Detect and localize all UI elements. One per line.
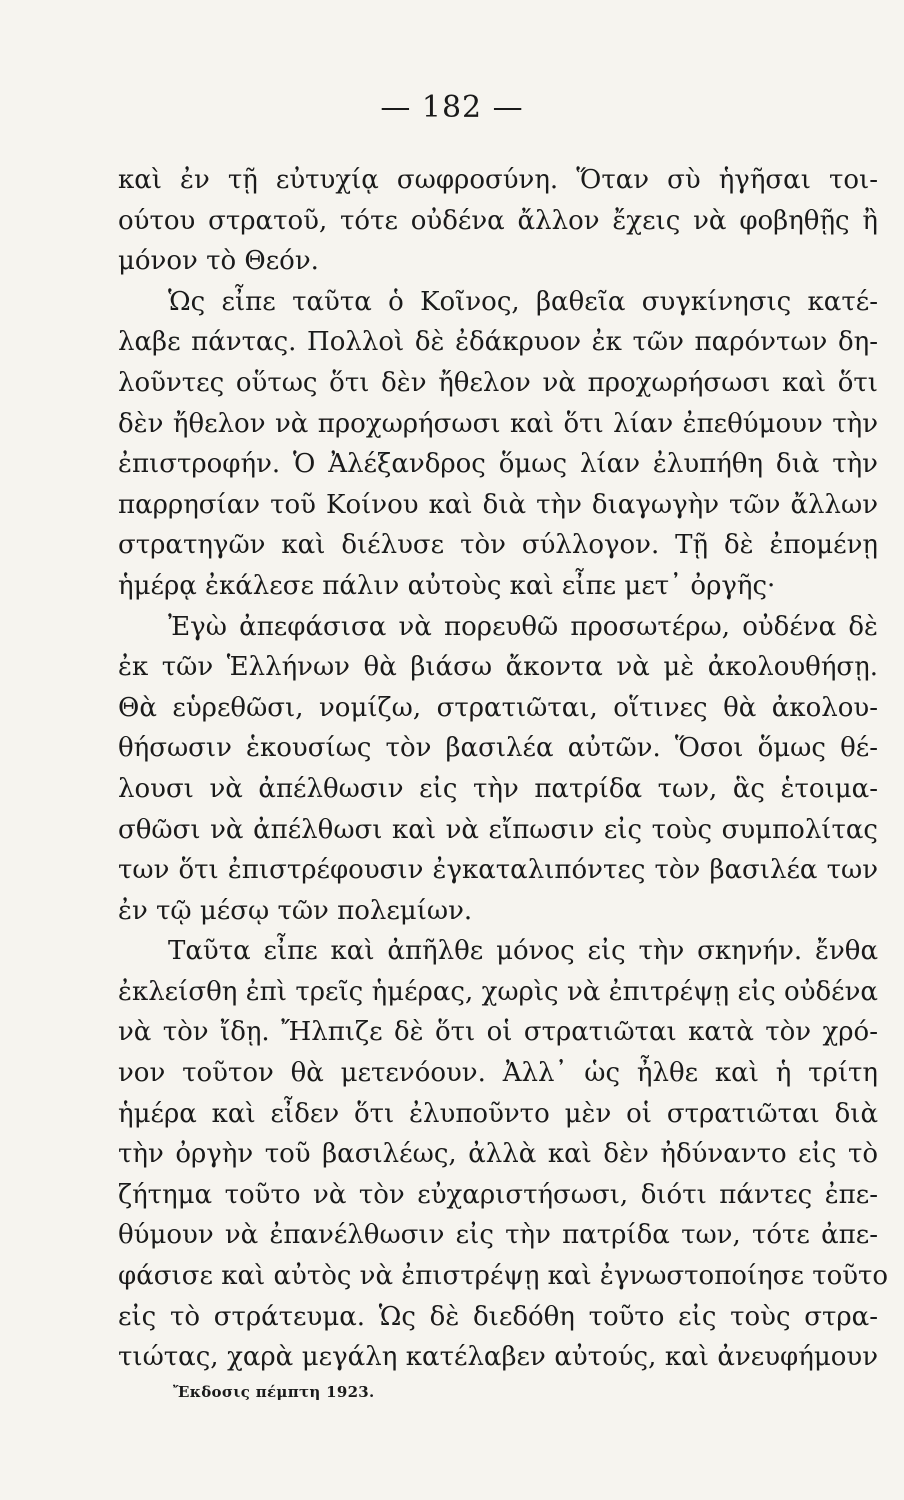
text-line: ἐκ τῶν Ἑλλήνων θὰ βιάσω ἄκοντα νὰ μὲ ἀκολουθήσῃ. [118, 652, 878, 683]
text-line: λουσι νὰ ἀπέλθωσιν εἰς τὴν πατρίδα των, ἃς ἑτοιμα- [118, 773, 878, 804]
text-line: νον τοῦτον θὰ μετενόουν. Ἀλλ᾽ ὡς ἦλθε καὶ ἡ τρίτη [118, 1058, 878, 1089]
text-line: λαβε πάντας. Πολλοὶ δὲ ἐδάκρυον ἐκ τῶν παρόντων δη- [118, 327, 878, 358]
text-line: εἰς τὸ στράτευμα. Ὡς δὲ διεδόθη τοῦτο εἰς τοὺς στρα- [118, 1301, 878, 1332]
text-line: των ὅτι ἐπιστρέφουσιν ἐγκαταλιπόντες τὸν βασιλέα των [118, 855, 878, 886]
text-line: τιώτας, χαρὰ μεγάλη κατέλαβεν αὐτούς, καὶ ἀνευφήμουν [118, 1342, 878, 1373]
text-line: νὰ τὸν ἴδῃ. Ἤλπιζε δὲ ὅτι οἱ στρατιῶται κατὰ τὸν χρό- [118, 1017, 878, 1048]
text-line: σθῶσι νὰ ἀπέλθωσι καὶ νὰ εἴπωσιν εἰς τοὺς συμπολίτας [118, 814, 878, 845]
text-line: θήσωσιν ἑκουσίως τὸν βασιλέα αὐτῶν. Ὅσοι ὅμως θέ- [118, 733, 878, 764]
text-line: Ἐγὼ ἀπεφάσισα νὰ πορευθῶ προσωτέρω, οὐδένα δὲ [168, 611, 878, 642]
text-line: μόνον τὸ Θεόν. [118, 246, 319, 277]
text-line: ούτου στρατοῦ, τότε οὐδένα ἄλλον ἔχεις νὰ φοβηθῇς ἢ [118, 205, 878, 236]
text-line: δὲν ἤθελον νὰ προχωρήσωσι καὶ ὅτι λίαν ἐπεθύμουν τὴν [118, 408, 878, 439]
text-line: παρρησίαν τοῦ Κοίνου καὶ διὰ τὴν διαγωγὴν τῶν ἄλλων [118, 489, 878, 520]
text-line: φάσισε καὶ αὐτὸς νὰ ἐπιστρέψῃ καὶ ἐγνωστοποίησε τοῦτο [118, 1261, 889, 1292]
text-line: καὶ ἐν τῇ εὐτυχίᾳ σωφροσύνη. Ὅταν σὺ ἡγῆσαι τοι- [118, 165, 878, 195]
text-line: στρατηγῶν καὶ διέλυσε τὸν σύλλογον. Τῇ δὲ ἐπομένῃ [118, 530, 878, 561]
text-line: ἐκλείσθη ἐπὶ τρεῖς ἡμέρας, χωρὶς νὰ ἐπιτρέψῃ εἰς οὐδένα [118, 976, 878, 1007]
text-line: Θὰ εὑρεθῶσι, νομίζω, στρατιῶται, οἵτινες θὰ ἀκολου- [118, 692, 878, 723]
text-line: λοῦντες οὕτως ὅτι δὲν ἤθελον νὰ προχωρήσωσι καὶ ὅτι [118, 367, 878, 398]
text-line: ἡμέρᾳ ἐκάλεσε πάλιν αὐτοὺς καὶ εἶπε μετ᾽ ὀργῆς· [118, 570, 776, 601]
text-line: ἐν τῷ μέσῳ τῶν πολεμίων. [118, 895, 473, 926]
text-line: ἐπιστροφήν. Ὁ Ἀλέξανδρος ὅμως λίαν ἐλυπήθη διὰ τὴν [118, 449, 878, 480]
text-line: ζήτημα τοῦτο νὰ τὸν εὐχαριστήσωσι, διότι πάντες ἐπε- [118, 1179, 878, 1210]
text-line: ἡμέρα καὶ εἶδεν ὅτι ἐλυποῦντο μὲν οἱ στρατιῶται διὰ [118, 1098, 878, 1129]
text-line: τὴν ὀργὴν τοῦ βασιλέως, ἀλλὰ καὶ δὲν ἠδύναντο εἰς τὸ [118, 1139, 878, 1170]
text-line: Ταῦτα εἶπε καὶ ἀπῆλθε μόνος εἰς τὴν σκηνήν. ἔνθα [168, 936, 878, 967]
edition-footnote: Ἔκδοσις πέμπτη 1923. [173, 1383, 375, 1401]
body-text [118, 160, 889, 1378]
text-line: Ὡς εἶπε ταῦτα ὁ Κοῖνος, βαθεῖα συγκίνησις κατέ- [168, 286, 878, 317]
text-line: θύμουν νὰ ἐπανέλθωσιν εἰς τὴν πατρίδα των, τότε ἀπε- [118, 1220, 878, 1251]
page-number: — 182 — [380, 90, 524, 125]
